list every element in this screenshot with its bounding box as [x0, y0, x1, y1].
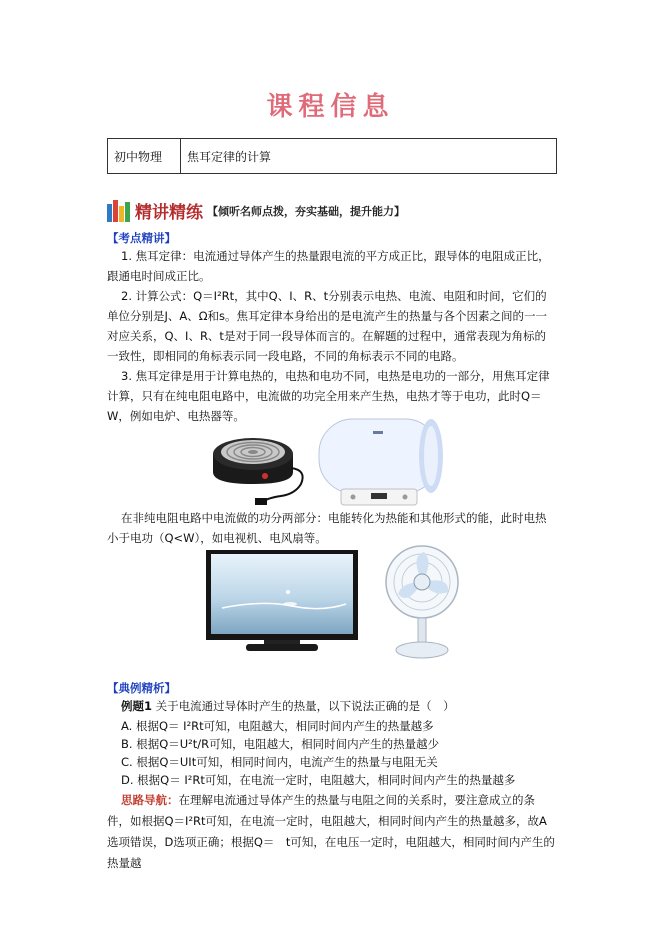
option-b: B. 根据Q＝U²t/R可知，电阻越大，相同时间内产生的热量越少: [121, 737, 440, 751]
books-icon: [107, 200, 131, 222]
point-2: 2. 计算公式：Q＝I²Rt，其中Q、I、R、t分别表示电热、电流、电阻和时间，它们的单位分别是J、A、Ω和s。焦耳定律本身给出的是电流产生的热量与各个因素之间的一一对应关系，Q、I、R、t是对于同一段导体而言的。在解题的过程中，通常表现为角标的一致性，即相同的角标表示同一段电路，不同的角标表示不同的电路。: [107, 289, 548, 363]
water-heater-image: [313, 413, 453, 513]
banner-title: 精讲精练: [135, 203, 203, 223]
example-question-line: [121, 696, 455, 716]
section-banner: [107, 198, 405, 223]
nonpure-paragraph: 在非纯电阻电路中电流做的功分两部分：电能转化为热能和其他形式的能，此时电热小于电功（Q<W），如电视机、电风扇等。: [107, 511, 547, 545]
hint-body: 在理解电流通过导体产生的热量与电阻之间的关系时，要注意成立的条件，如根据Q＝I²Rt可知，在电流一定时，电阻越大，相同时间内产生的热量越多，故A选项错误，D选项正确；根据Q＝ t可知，在电压一定时，电阻越大，相同时间内产生的热量越: [107, 793, 555, 870]
course-info-table: [107, 138, 557, 174]
electric-stove-image: [203, 412, 311, 508]
option-d: D. 根据Q＝ I²Rt可知，在电流一定时，电阻越大，相同时间内产生的热量越多: [121, 773, 516, 787]
electric-fan-image: [380, 542, 464, 662]
example-label: 例题1: [121, 699, 153, 713]
hint-paragraph: [107, 790, 557, 874]
example-question: 关于电流通过导体时产生的热量，以下说法正确的是（ ）: [155, 699, 455, 713]
hint-label: 思路导航：: [121, 793, 179, 807]
topic-cell: 焦耳定律的计算: [187, 149, 272, 164]
option-a: A. 根据Q＝ I²Rt可知，电阻越大，相同时间内产生的热量越多: [121, 719, 434, 733]
points-text: [107, 246, 557, 426]
nonpure-text: [107, 508, 557, 548]
section-examples: 【典例精析】: [107, 681, 176, 695]
page-title: 课程信息: [266, 92, 395, 122]
tv-image: [202, 548, 364, 660]
point-1: 1. 焦耳定律：电流通过导体产生的热量跟电流的平方成正比，跟导体的电阻成正比，跟通电时间成正比。: [107, 249, 550, 283]
banner-subtitle: 【倾听名师点拨，夯实基础，提升能力】: [207, 204, 405, 218]
section-points: 【考点精讲】: [107, 231, 176, 245]
point-3: 3. 焦耳定律是用于计算电热的，电热和电功不同，电热是电功的一部分，用焦耳定律计算，只有在纯电阻电路中，电流做的功完全用来产生热，电热才等于电功，此时Q＝W，例如电炉、电热器等。: [107, 369, 550, 423]
hint-text: [107, 790, 557, 874]
subject-cell: 初中物理: [108, 139, 181, 173]
option-c: C. 根据Q＝UIt可知，相同时间内，电流产生的热量与电阻无关: [121, 755, 438, 769]
